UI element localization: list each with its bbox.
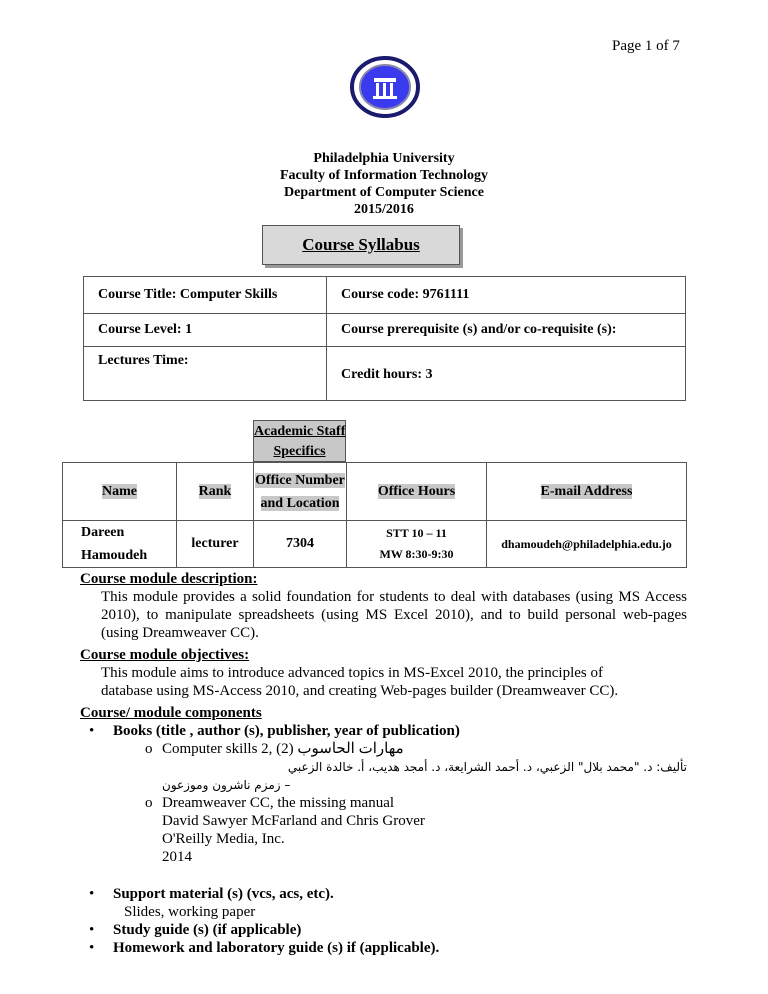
- header-name: Name: [63, 463, 177, 521]
- course-title: Course Title: Computer Skills: [84, 277, 327, 314]
- study-guide-heading: Study guide (s) (if applicable): [113, 922, 302, 938]
- credit-hours: Credit hours: 3: [327, 347, 686, 401]
- header-email: E-mail Address: [487, 463, 687, 521]
- staff-name: Dareen Hamoudeh: [63, 521, 177, 568]
- books-heading: Books (title , author (s), publisher, year of publication): [113, 723, 460, 739]
- book2-year: 2014: [162, 849, 192, 865]
- course-level: Course Level: 1: [84, 314, 327, 347]
- circle-bullet-icon: o: [145, 741, 153, 757]
- staff-office: 7304: [254, 521, 347, 568]
- staff-email[interactable]: dhamoudeh@philadelphia.edu.jo: [487, 521, 687, 568]
- staff-table: [62, 462, 687, 568]
- bullet-icon: •: [89, 886, 95, 902]
- description-heading: Course module description:: [80, 571, 258, 587]
- objectives-heading: Course module objectives:: [80, 647, 250, 663]
- book2-authors: David Sawyer McFarland and Chris Grover: [162, 813, 425, 829]
- book2-title: Dreamweaver CC, the missing manual: [162, 795, 395, 811]
- components-heading: Course/ module components: [80, 705, 262, 721]
- book1-publisher: – زمزم ناشرون وموزعون: [162, 778, 291, 792]
- header-department: Department of Computer Science: [284, 185, 484, 200]
- university-logo: [350, 56, 420, 118]
- bullet-icon: •: [89, 723, 95, 739]
- book1-title: Computer skills 2, (2) مهارات الحاسوب: [162, 741, 404, 757]
- title-box: [262, 225, 460, 265]
- bullet-icon: •: [89, 922, 95, 938]
- body-text: [80, 570, 687, 957]
- header-year: 2015/2016: [354, 202, 414, 217]
- page-title: Course Syllabus: [302, 235, 420, 254]
- lectures-time: Lectures Time:: [84, 347, 327, 401]
- staff-caption: [253, 420, 346, 462]
- header-office-hours: Office Hours: [347, 463, 487, 521]
- staff-hours: STT 10 – 11 MW 8:30-9:30: [347, 521, 487, 568]
- header-university: Philadelphia University: [313, 151, 455, 166]
- objectives-line1: This module aims to introduce advanced topics in MS-Excel 2010, the principles of: [101, 665, 603, 681]
- page-number: Page 1 of 7: [612, 38, 680, 54]
- course-code: Course code: 9761111: [327, 277, 686, 314]
- course-prereq: Course prerequisite (s) and/or co-requisite (s):: [327, 314, 686, 347]
- support-heading: Support material (s) (vcs, acs, etc).: [113, 886, 334, 902]
- support-detail: Slides, working paper: [124, 904, 256, 920]
- book1-authors: تأليف: د. "محمد بلال" الزعبي، د. أحمد الشرايعة، د. أمجد هديب، أ. خالدة الزعبي: [287, 760, 687, 774]
- header-faculty: Faculty of Information Technology: [279, 168, 489, 183]
- circle-bullet-icon: o: [145, 795, 153, 811]
- staff-caption-line2: Specifics: [273, 444, 326, 459]
- bullet-icon: •: [89, 940, 95, 956]
- objectives-line2: database using MS-Access 2010, and creating Web-pages builder (Dreamweaver CC).: [101, 683, 619, 699]
- course-info-table: [83, 276, 686, 401]
- description-text: This module provides a solid foundation for students to deal with databases (using MS Access 2010), to manipulate spreadsheets (using MS Excel 2010), and to build personal web-pages (using Dreamweaver CC).: [101, 589, 687, 641]
- homework-heading: Homework and laboratory guide (s) if (applicable).: [113, 940, 440, 956]
- header-rank: Rank: [177, 463, 254, 521]
- staff-rank: lecturer: [177, 521, 254, 568]
- book2-publisher: O'Reilly Media, Inc.: [162, 831, 285, 847]
- header-office: Office Number and Location: [254, 463, 347, 521]
- staff-caption-line1: Academic Staff: [254, 424, 346, 439]
